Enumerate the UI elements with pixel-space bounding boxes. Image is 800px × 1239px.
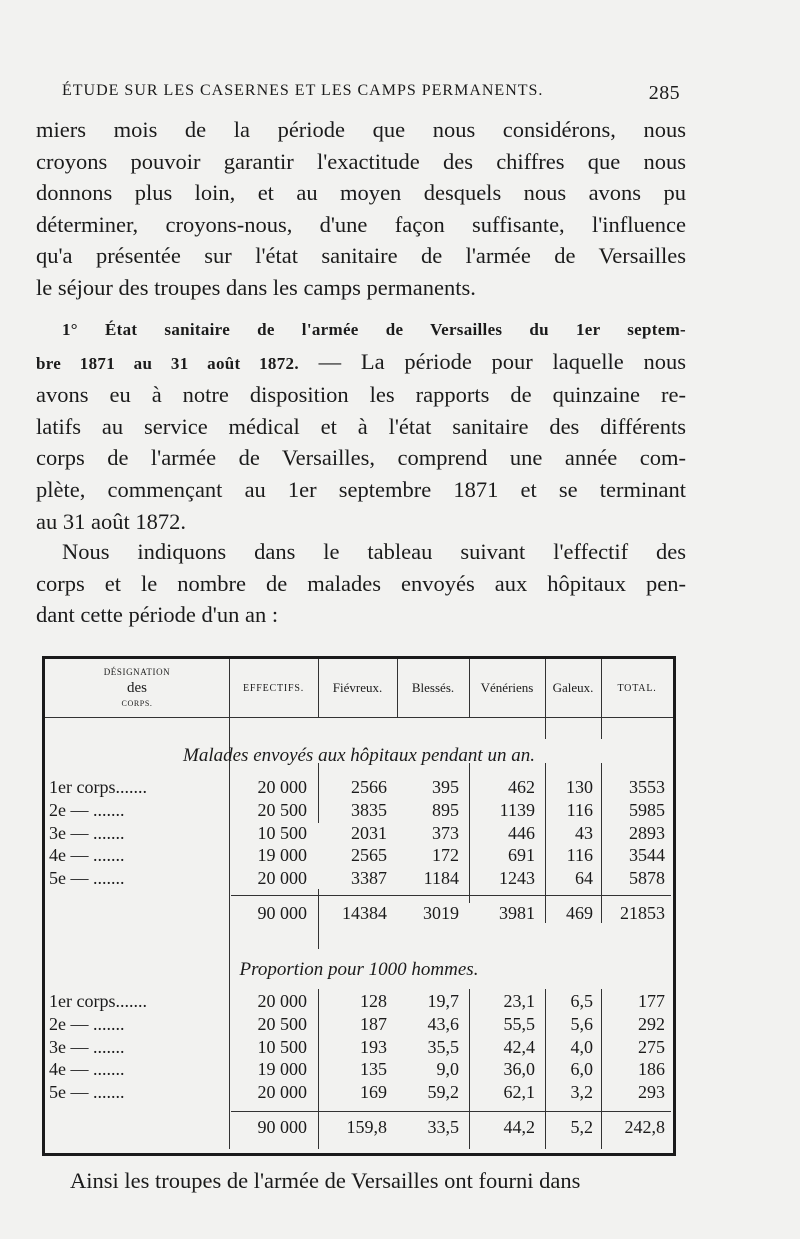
header-total: TOTAL. xyxy=(617,682,657,694)
cell-fievreux: 2565 xyxy=(351,845,387,866)
cell-corps: 3e — ....... xyxy=(49,822,125,843)
cell-galeux: 64 xyxy=(575,868,593,889)
cell-total: 242,8 xyxy=(624,1117,665,1137)
cell-blesses: 43,6 xyxy=(427,1013,459,1034)
cell-corps: 2e — ....... xyxy=(49,799,125,820)
text-line: corps et le nombre de malades envoyés aux hôpitaux pen- xyxy=(36,570,686,596)
cell-blesses: 59,2 xyxy=(427,1082,459,1103)
cell-galeux: 130 xyxy=(566,777,593,797)
cell-effectifs: 20 500 xyxy=(257,799,307,820)
text-line: donnons plus loin, et au moyen desquels nous avons pu xyxy=(36,180,686,206)
cell-total: 292 xyxy=(638,1013,665,1034)
running-header xyxy=(62,82,680,105)
text-line: croyons pouvoir garantir l'exactitude des chiffres que nous xyxy=(36,148,686,174)
caption-malades: Malades envoyés aux hôpitaux pendant un an. xyxy=(183,745,535,766)
cell-blesses: 172 xyxy=(432,845,459,866)
cell-blesses: 19,7 xyxy=(427,991,459,1011)
cell-veneriens: 1243 xyxy=(499,868,535,889)
statistics-table xyxy=(42,656,676,1156)
caption-proportion: Proportion pour 1000 hommes. xyxy=(239,959,479,980)
cell-effectifs: 20 000 xyxy=(257,991,307,1011)
cell-galeux: 6,0 xyxy=(570,1059,593,1080)
cell-fievreux: 135 xyxy=(360,1059,387,1080)
cell-corps: 4e — ....... xyxy=(49,845,125,866)
cell-total: 2893 xyxy=(629,822,665,843)
cell-fievreux: 14384 xyxy=(342,903,387,923)
table-row xyxy=(45,991,673,1014)
cell-fievreux: 3387 xyxy=(351,868,387,889)
header-designation-1: DÉSIGNATION xyxy=(103,667,171,677)
text-line: Nous indiquons dans le tableau suivant l'effectif des xyxy=(62,539,686,564)
cell-effectifs: 19 000 xyxy=(257,845,307,866)
cell-fievreux: 2566 xyxy=(351,777,387,797)
running-title: ÉTUDE SUR LES CASERNES ET LES CAMPS PERMANENTS. xyxy=(62,82,544,99)
cell-total: 177 xyxy=(638,991,665,1011)
paragraph-table-intro xyxy=(36,536,686,631)
header-veneriens: Vénériens xyxy=(480,680,534,695)
table-row xyxy=(45,823,673,846)
cell-fievreux: 128 xyxy=(360,991,387,1011)
table-row-total-proportion xyxy=(45,1117,673,1140)
cell-fievreux: 3835 xyxy=(351,799,387,820)
cell-total: 275 xyxy=(638,1036,665,1057)
section-heading-rest: — La période pour laquelle nous xyxy=(298,348,686,374)
text-line: dant cette période d'un an : xyxy=(36,602,279,628)
cell-fievreux: 169 xyxy=(360,1082,387,1103)
header-blesses: Blessés. xyxy=(411,680,455,695)
cell-veneriens: 3981 xyxy=(499,903,535,923)
cell-corps: 1er corps....... xyxy=(49,777,147,797)
closing-line: Ainsi les troupes de l'armée de Versailles ont fourni dans xyxy=(70,1168,581,1193)
header-designation xyxy=(45,659,229,717)
cell-corps: 3e — ....... xyxy=(49,1036,125,1057)
table-row xyxy=(45,845,673,868)
cell-veneriens: 691 xyxy=(508,845,535,866)
table-row xyxy=(45,1037,673,1060)
cell-effectifs: 20 500 xyxy=(257,1013,307,1034)
cell-blesses: 3019 xyxy=(423,903,459,923)
cell-fievreux: 159,8 xyxy=(346,1117,387,1137)
text-line: corps de l'armée de Versailles, comprend une année com- xyxy=(36,445,686,471)
section-heading xyxy=(36,312,686,346)
cell-galeux: 469 xyxy=(566,903,593,923)
cell-galeux: 4,0 xyxy=(570,1036,593,1057)
cell-corps: 5e — ....... xyxy=(49,1082,125,1103)
cell-effectifs: 19 000 xyxy=(257,1059,307,1080)
sum-rule xyxy=(231,1111,671,1112)
cell-blesses: 373 xyxy=(432,822,459,843)
table-row xyxy=(45,1059,673,1082)
cell-total: 21853 xyxy=(620,903,665,923)
cell-total: 293 xyxy=(638,1082,665,1103)
text-line: plète, commençant au 1er septembre 1871 et se terminant xyxy=(36,476,686,502)
text-line: déterminer, croyons-nous, d'une façon suffisante, l'influence xyxy=(36,211,686,237)
cell-veneriens: 55,5 xyxy=(503,1013,535,1034)
cell-fievreux: 2031 xyxy=(351,822,387,843)
cell-galeux: 3,2 xyxy=(570,1082,593,1103)
cell-corps: 1er corps....... xyxy=(49,991,147,1011)
cell-galeux: 116 xyxy=(566,799,593,820)
cell-galeux: 116 xyxy=(566,845,593,866)
cell-total: 5985 xyxy=(629,799,665,820)
header-designation-2: des xyxy=(126,680,147,696)
cell-fievreux: 193 xyxy=(360,1036,387,1057)
text-line xyxy=(36,346,686,380)
cell-total: 5878 xyxy=(629,868,665,889)
cell-total: 186 xyxy=(638,1059,665,1080)
cell-veneriens: 62,1 xyxy=(503,1082,535,1103)
cell-effectifs: 90 000 xyxy=(257,1117,307,1137)
page-number: 285 xyxy=(648,82,680,104)
text-line: miers mois de la période que nous considérons, nous xyxy=(36,117,686,142)
cell-blesses: 33,5 xyxy=(427,1117,459,1137)
sum-rule xyxy=(231,895,671,896)
cell-effectifs: 10 500 xyxy=(257,822,307,843)
text-line: latifs au service médical et à l'état sanitaire des différents xyxy=(36,413,686,439)
text-line: avons eu à notre disposition les rapports de quinzaine re- xyxy=(36,382,686,408)
cell-galeux: 6,5 xyxy=(570,991,593,1011)
header-effectifs: EFFECTIFS. xyxy=(242,682,305,694)
text-line: au 31 août 1872. xyxy=(36,508,186,534)
cell-corps: 5e — ....... xyxy=(49,868,125,889)
cell-effectifs: 10 500 xyxy=(257,1036,307,1057)
cell-galeux: 5,6 xyxy=(570,1013,593,1034)
paragraph-intro xyxy=(36,114,686,304)
section-heading-text: 1° État sanitaire de l'armée de Versailles du 1er septem- xyxy=(62,320,686,339)
table-row xyxy=(45,800,673,823)
cell-fievreux: 187 xyxy=(360,1013,387,1034)
header-fievreux: Fiévreux. xyxy=(332,680,383,695)
cell-blesses: 1184 xyxy=(423,868,459,889)
cell-blesses: 9,0 xyxy=(436,1059,459,1080)
section-paragraph xyxy=(36,312,686,537)
cell-blesses: 895 xyxy=(432,799,459,820)
cell-blesses: 35,5 xyxy=(427,1036,459,1057)
cell-veneriens: 42,4 xyxy=(503,1036,535,1057)
cell-galeux: 43 xyxy=(575,822,593,843)
table-row xyxy=(45,777,673,800)
cell-effectifs: 20 000 xyxy=(257,1082,307,1103)
table-row xyxy=(45,868,673,891)
table-row-total-malades xyxy=(45,903,673,926)
cell-total: 3553 xyxy=(629,777,665,797)
header-designation-3: CORPS. xyxy=(121,699,153,708)
cell-galeux: 5,2 xyxy=(570,1117,593,1137)
cell-veneriens: 446 xyxy=(508,822,535,843)
cell-veneriens: 462 xyxy=(508,777,535,797)
cell-corps: 4e — ....... xyxy=(49,1059,125,1080)
table-header xyxy=(45,659,673,718)
cell-total: 3544 xyxy=(629,845,665,866)
table-row xyxy=(45,1014,673,1037)
cell-veneriens: 44,2 xyxy=(503,1117,535,1137)
cell-veneriens: 23,1 xyxy=(503,991,535,1011)
cell-effectifs: 20 000 xyxy=(257,777,307,797)
text-line: le séjour des troupes dans les camps permanents. xyxy=(36,274,476,300)
cell-effectifs: 20 000 xyxy=(257,868,307,889)
header-galeux: Galeux. xyxy=(552,680,594,695)
cell-corps: 2e — ....... xyxy=(49,1013,125,1034)
section-heading-dates: bre 1871 au 31 août 1872. xyxy=(36,353,299,373)
cell-effectifs: 90 000 xyxy=(257,903,307,923)
cell-veneriens: 36,0 xyxy=(503,1059,535,1080)
table-row xyxy=(45,1082,673,1105)
text-line: qu'a présentée sur l'état sanitaire de l'armée de Versailles xyxy=(36,243,686,269)
cell-veneriens: 1139 xyxy=(499,799,535,820)
cell-blesses: 395 xyxy=(432,777,459,797)
